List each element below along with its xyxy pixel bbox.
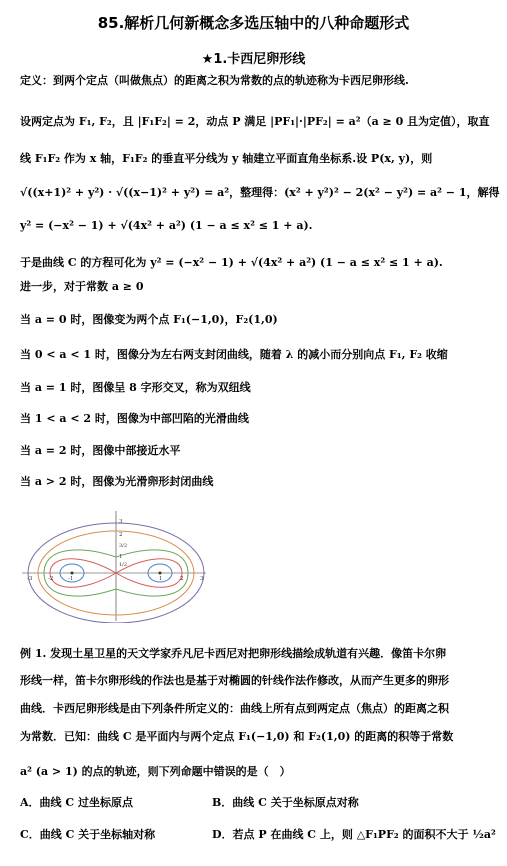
case-a-between: 当 1 < a < 2 时，图像为中部凹陷的光滑曲线 [20,412,249,425]
case-a-1: 当 a = 1 时，图像呈 8 字形交叉，称为双纽线 [20,381,251,394]
y-tick-label: 3/2 [119,543,128,549]
x-tick-label: -2 [48,576,54,582]
derivation-line-4: y² = (−x² − 1) + √(4x² + a²) (1 − a ≤ x² ≤ 1 + a). [20,219,313,232]
x-tick-label: -1 [68,576,74,582]
y-tick-label: 3 [119,519,123,525]
definition-text: 定义：到两个定点（叫做焦点）的距离之积为常数的点的轨迹称为卡西尼卵形线. [20,74,409,87]
example-line-3: 曲线．卡西尼卵形线是由下列条件所定义的：曲线上所有点到两定点（焦点）的距离之积 [20,702,449,715]
example-line-4: 为常数．已知：曲线 C 是平面内与两个定点 F₁(−1,0) 和 F₂(1,0) 的距离的积等于常数 [20,730,454,743]
case-a-0: 当 a = 0 时，图像变为两个点 F₁(−1,0)，F₂(1,0) [20,313,278,326]
cassini-oval-figure [20,505,208,623]
example-line-5: a² (a > 1) 的点的轨迹，则下列命题中错误的是（ ） [20,765,291,778]
x-tick-label: 3 [200,576,204,582]
y-tick-label: 1/2 [119,562,128,568]
derivation-line-3: √((x+1)² + y²) · √((x−1)² + y²) = a²，整理得：(x² + y²)² − 2(x² − y²) = a² − 1，解得 [20,186,500,199]
focus-f2 [159,572,162,575]
option-b[interactable]: B．曲线 C 关于坐标原点对称 [212,796,359,809]
x-tick-label: -3 [27,576,33,582]
x-tick-label: 1 [159,576,163,582]
option-c[interactable]: C．曲线 C 关于坐标轴对称 [20,828,156,841]
y-tick-label: 1 [119,554,123,560]
further-text: 进一步，对于常数 a ≥ 0 [20,280,144,293]
case-a-2: 当 a = 2 时，图像中部接近水平 [20,444,181,457]
example-line-1: 例 1. 发现土星卫星的天文学家乔凡尼卡西尼对把卵形线描绘成轨道有兴趣．像笛卡尔卵 [20,647,447,660]
focus-f1 [71,572,74,575]
option-a[interactable]: A．曲线 C 过坐标原点 [20,796,133,809]
example-line-2: 形线一样，笛卡尔卵形线的作法也是基于对椭圆的针线作法作修改，从而产生更多的卵形 [20,674,449,687]
page-title: 85.解析几何新概念多选压轴中的八种命题形式 [97,14,410,32]
section-title: ★1.卡西尼卵形线 [201,52,306,67]
x-tick-label: 2 [180,576,184,582]
y-tick-label: 2 [119,532,123,538]
derivation-line-2: 线 F₁F₂ 作为 x 轴，F₁F₂ 的垂直平分线为 y 轴建立平面直角坐标系.设 P(x, y)，则 [20,152,433,165]
derivation-line-1: 设两定点为 F₁, F₂，且 |F₁F₂| = 2，动点 P 满足 |PF₁|·|PF₂| = a²（a ≥ 0 且为定值），取直 [20,115,490,128]
option-d[interactable]: D．若点 P 在曲线 C 上，则 △F₁PF₂ 的面积不大于 ½a² [212,828,496,841]
case-a-gt-2: 当 a > 2 时，图像为光滑卵形封闭曲线 [20,475,214,488]
equation-line: 于是曲线 C 的方程可化为 y² = (−x² − 1) + √(4x² + a²) (1 − a ≤ x² ≤ 1 + a). [20,256,443,269]
case-a-lt-1: 当 0 < a < 1 时，图像分为左右两支封闭曲线，随着 λ 的减小而分别向点 F₁, F₂ 收缩 [20,348,448,361]
